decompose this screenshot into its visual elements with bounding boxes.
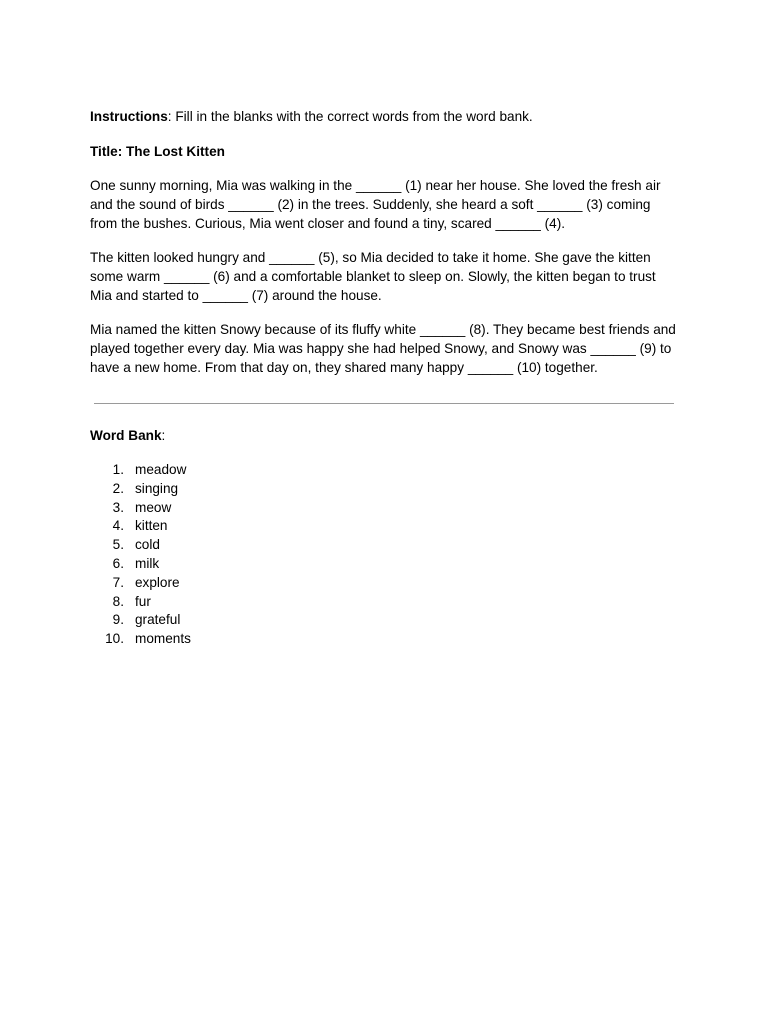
word-bank-word: fur bbox=[135, 593, 151, 609]
word-bank-word: singing bbox=[135, 480, 179, 496]
word-bank-number: 9. bbox=[112, 612, 124, 628]
story-paragraph-3: Mia named the kitten Snowy because of its fluffy white ______ (8). They became best friends and played together every day. Mia was happy she had helped Snowy, and Snowy was ______ (9) to have a new home. From that day on, they shared many happy ______ (10) together. bbox=[90, 322, 676, 375]
word-bank-number: 6. bbox=[112, 555, 124, 571]
word-bank-label: Word Bank bbox=[90, 428, 162, 443]
word-bank-word: kitten bbox=[135, 518, 168, 534]
story-paragraph-1: One sunny morning, Mia was walking in the ______ (1) near her house. She loved the fresh air and the sound of birds ______ (2) in the trees. Suddenly, she heard a soft ______ (3) coming from the bushes. Curious, Mia went closer and found a tiny, scared ______ (4). bbox=[90, 178, 661, 231]
worksheet-page bbox=[90, 107, 680, 647]
word-bank-number: 2. bbox=[112, 480, 124, 496]
word-bank-number: 5. bbox=[112, 537, 124, 553]
word-bank-word: milk bbox=[135, 555, 160, 571]
word-bank-number: 3. bbox=[112, 499, 124, 515]
word-bank-word: moments bbox=[135, 631, 191, 647]
word-bank-word: meow bbox=[135, 499, 172, 515]
word-bank-number: 4. bbox=[112, 518, 124, 534]
story-title: Title: The Lost Kitten bbox=[90, 144, 225, 159]
word-bank-word: cold bbox=[135, 537, 160, 553]
story-paragraph-2: The kitten looked hungry and ______ (5), so Mia decided to take it home. She gave the kitten some warm ______ (6) and a comfortable blanket to sleep on. Slowly, the kitten began to trust Mia and started to ______ (7) around the house. bbox=[90, 250, 656, 303]
word-bank-number: 10. bbox=[105, 631, 124, 647]
word-bank-number: 1. bbox=[112, 462, 124, 477]
word-bank-heading bbox=[90, 426, 165, 445]
word-bank-number: 7. bbox=[112, 574, 124, 590]
instructions-label: Instructions bbox=[90, 109, 168, 124]
word-bank-word: meadow bbox=[135, 462, 187, 477]
word-bank-number: 8. bbox=[112, 593, 124, 609]
section-divider bbox=[94, 403, 674, 404]
instructions-text: : Fill in the blanks with the correct words from the word bank. bbox=[167, 109, 533, 124]
word-bank-colon: : bbox=[161, 428, 166, 443]
word-bank-word: grateful bbox=[135, 612, 181, 628]
instructions bbox=[90, 107, 680, 126]
word-bank-word: explore bbox=[135, 574, 180, 590]
